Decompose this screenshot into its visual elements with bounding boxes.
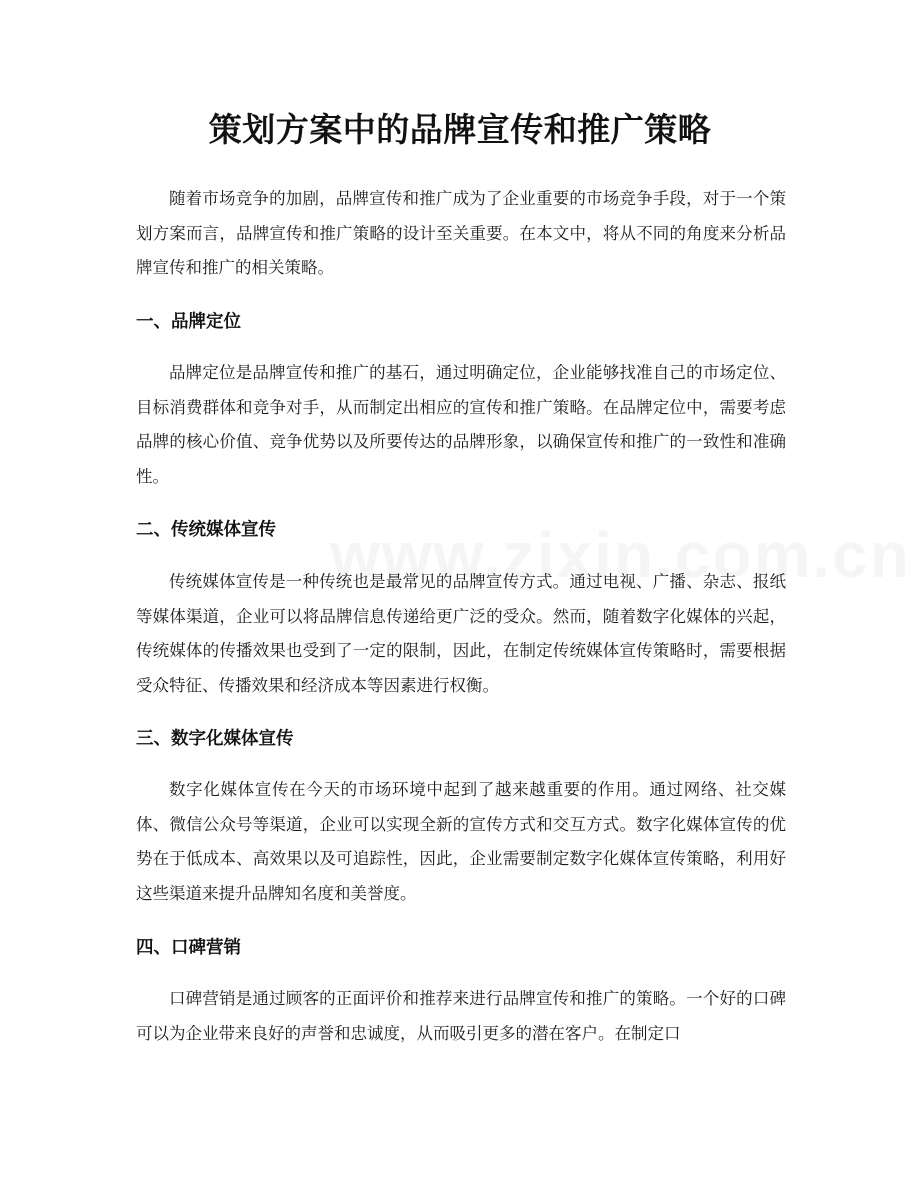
section-heading-word-of-mouth: 四、口碑营销 [136, 938, 241, 958]
page-title: 策划方案中的品牌宣传和推广策略 [208, 110, 712, 149]
section-body-word-of-mouth: 口碑营销是通过顾客的正面评价和推荐来进行品牌宣传和推广的策略。一个好的口碑可以为企业带来良好的声誉和忠诚度，从而吸引更多的潜在客户。在制定口 [136, 989, 786, 1043]
section-heading-digital-media: 三、数字化媒体宣传 [136, 729, 294, 749]
section-body-digital-media: 数字化媒体宣传在今天的市场环境中起到了越来越重要的作用。通过网络、社交媒体、微信公众号等渠道，企业可以实现全新的宣传方式和交互方式。数字化媒体宣传的优势在于低成本、高效果以及可追踪性，因此，企业需要制定数字化媒体宣传策略，利用好这些渠道来提升品牌知名度和美誉度。 [136, 780, 786, 903]
section-body-traditional-media: 传统媒体宣传是一种传统也是最常见的品牌宣传方式。通过电视、广播、杂志、报纸等媒体渠道，企业可以将品牌信息传递给更广泛的受众。然而，随着数字化媒体的兴起，传统媒体的传播效果也受到了一定的限制，因此，在制定传统媒体宣传策略时，需要根据受众特征、传播效果和经济成本等因素进行权衡。 [136, 572, 786, 695]
intro-paragraph: 随着市场竞争的加剧，品牌宣传和推广成为了企业重要的市场竞争手段，对于一个策划方案而言，品牌宣传和推广策略的设计至关重要。在本文中，将从不同的角度来分析品牌宣传和推广的相关策略。 [136, 189, 786, 277]
section-body-brand-positioning: 品牌定位是品牌宣传和推广的基石，通过明确定位，企业能够找准自己的市场定位、目标消费群体和竞争对手，从而制定出相应的宣传和推广策略。在品牌定位中，需要考虑品牌的核心价值、竞争优势以及所要传达的品牌形象，以确保宣传和推广的一致性和准确性。 [136, 363, 786, 486]
section-heading-traditional-media: 二、传统媒体宣传 [136, 520, 276, 540]
section-heading-brand-positioning: 一、品牌定位 [136, 312, 241, 332]
